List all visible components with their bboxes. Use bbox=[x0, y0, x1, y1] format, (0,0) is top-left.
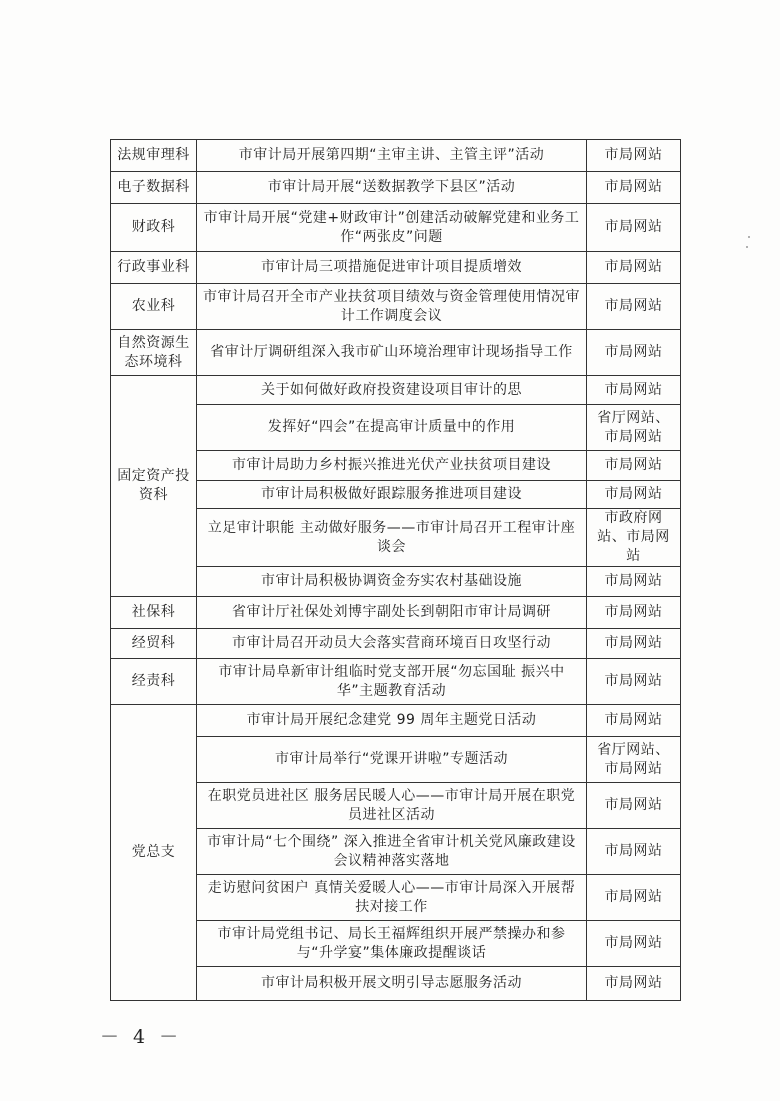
publish-source-cell: 市局网站 bbox=[587, 967, 681, 1001]
table-row bbox=[111, 659, 681, 705]
table-row bbox=[111, 783, 681, 829]
table-row bbox=[111, 967, 681, 1001]
article-title-cell: 市审计局开展“送数据教学下县区”活动 bbox=[197, 172, 587, 204]
table-row bbox=[111, 204, 681, 252]
publish-source-cell: 市局网站 bbox=[587, 597, 681, 629]
publish-source-cell: 市政府网站、市局网站 bbox=[587, 509, 681, 567]
department-cell: 农业科 bbox=[111, 284, 197, 330]
publish-source-cell: 市局网站 bbox=[587, 284, 681, 330]
publish-source-cell: 市局网站 bbox=[587, 829, 681, 875]
publish-source-cell: 市局网站 bbox=[587, 567, 681, 597]
publish-source-cell: 市局网站 bbox=[587, 172, 681, 204]
table-row bbox=[111, 737, 681, 783]
article-title-cell: 省审计厅社保处刘博宇副处长到朝阳市审计局调研 bbox=[197, 597, 587, 629]
scan-speck bbox=[746, 246, 748, 248]
scan-speck bbox=[748, 236, 750, 238]
article-title-cell: 市审计局三项措施促进审计项目提质增效 bbox=[197, 252, 587, 284]
article-title-cell: 关于如何做好政府投资建设项目审计的思 bbox=[197, 376, 587, 405]
article-title-cell: 市审计局党组书记、局长王福辉组织开展严禁操办和参与“升学宴”集体廉政提醒谈话 bbox=[197, 921, 587, 967]
publish-source-cell: 市局网站 bbox=[587, 252, 681, 284]
article-title-cell: 市审计局助力乡村振兴推进光伏产业扶贫项目建设 bbox=[197, 451, 587, 481]
table-row bbox=[111, 875, 681, 921]
article-title-cell: 市审计局开展第四期“主审主讲、主管主评”活动 bbox=[197, 140, 587, 172]
audit-publicity-table bbox=[110, 139, 681, 1001]
article-title-cell: 市审计局召开全市产业扶贫项目绩效与资金管理使用情况审计工作调度会议 bbox=[197, 284, 587, 330]
table-row bbox=[111, 330, 681, 376]
publish-source-cell: 省厅网站、市局网站 bbox=[587, 737, 681, 783]
table-row bbox=[111, 705, 681, 737]
article-title-cell: 市审计局召开动员大会落实营商环境百日攻坚行动 bbox=[197, 629, 587, 659]
table-row bbox=[111, 567, 681, 597]
article-title-cell: 市审计局阜新审计组临时党支部开展“勿忘国耻 振兴中华”主题教育活动 bbox=[197, 659, 587, 705]
publish-source-cell: 市局网站 bbox=[587, 629, 681, 659]
publish-source-cell: 市局网站 bbox=[587, 783, 681, 829]
article-title-cell: 立足审计职能 主动做好服务——市审计局召开工程审计座谈会 bbox=[197, 509, 587, 567]
table-row bbox=[111, 629, 681, 659]
table-row bbox=[111, 451, 681, 481]
article-title-cell: 省审计厅调研组深入我市矿山环境治理审计现场指导工作 bbox=[197, 330, 587, 376]
page-number: － 4 － bbox=[100, 1026, 183, 1048]
department-cell: 经责科 bbox=[111, 659, 197, 705]
article-title-cell: 市审计局积极协调资金夯实农村基础设施 bbox=[197, 567, 587, 597]
table-row bbox=[111, 405, 681, 451]
publish-source-cell: 市局网站 bbox=[587, 875, 681, 921]
table-row bbox=[111, 921, 681, 967]
department-cell: 财政科 bbox=[111, 204, 197, 252]
department-cell: 社保科 bbox=[111, 597, 197, 629]
article-title-cell: 市审计局积极开展文明引导志愿服务活动 bbox=[197, 967, 587, 1001]
department-cell: 自然资源生态环境科 bbox=[111, 330, 197, 376]
table-row bbox=[111, 284, 681, 330]
department-cell: 行政事业科 bbox=[111, 252, 197, 284]
department-cell: 固定资产投资科 bbox=[111, 376, 197, 597]
department-cell: 党总支 bbox=[111, 705, 197, 1001]
publish-source-cell: 市局网站 bbox=[587, 330, 681, 376]
article-title-cell: 走访慰问贫困户 真情关爱暖人心——市审计局深入开展帮扶对接工作 bbox=[197, 875, 587, 921]
table-row bbox=[111, 252, 681, 284]
publish-source-cell: 市局网站 bbox=[587, 481, 681, 509]
article-title-cell: 市审计局“七个围绕” 深入推进全省审计机关党风廉政建设会议精神落实落地 bbox=[197, 829, 587, 875]
table-row bbox=[111, 376, 681, 405]
publish-source-cell: 市局网站 bbox=[587, 921, 681, 967]
publish-source-cell: 市局网站 bbox=[587, 376, 681, 405]
table-row bbox=[111, 829, 681, 875]
article-title-cell: 市审计局举行“党课开讲啦”专题活动 bbox=[197, 737, 587, 783]
article-title-cell: 市审计局开展纪念建党 99 周年主题党日活动 bbox=[197, 705, 587, 737]
table-row bbox=[111, 140, 681, 172]
publish-source-cell: 市局网站 bbox=[587, 705, 681, 737]
publish-source-cell: 省厅网站、市局网站 bbox=[587, 405, 681, 451]
article-title-cell: 发挥好“四会”在提高审计质量中的作用 bbox=[197, 405, 587, 451]
table-row bbox=[111, 481, 681, 509]
publish-source-cell: 市局网站 bbox=[587, 451, 681, 481]
article-title-cell: 市审计局开展“党建+财政审计”创建活动破解党建和业务工作“两张皮”问题 bbox=[197, 204, 587, 252]
table-row bbox=[111, 172, 681, 204]
publish-source-cell: 市局网站 bbox=[587, 659, 681, 705]
department-cell: 法规审理科 bbox=[111, 140, 197, 172]
article-title-cell: 市审计局积极做好跟踪服务推进项目建设 bbox=[197, 481, 587, 509]
article-title-cell: 在职党员进社区 服务居民暖人心——市审计局开展在职党员进社区活动 bbox=[197, 783, 587, 829]
department-cell: 经贸科 bbox=[111, 629, 197, 659]
department-cell: 电子数据科 bbox=[111, 172, 197, 204]
publish-source-cell: 市局网站 bbox=[587, 140, 681, 172]
table-row bbox=[111, 509, 681, 567]
table-row bbox=[111, 597, 681, 629]
publish-source-cell: 市局网站 bbox=[587, 204, 681, 252]
